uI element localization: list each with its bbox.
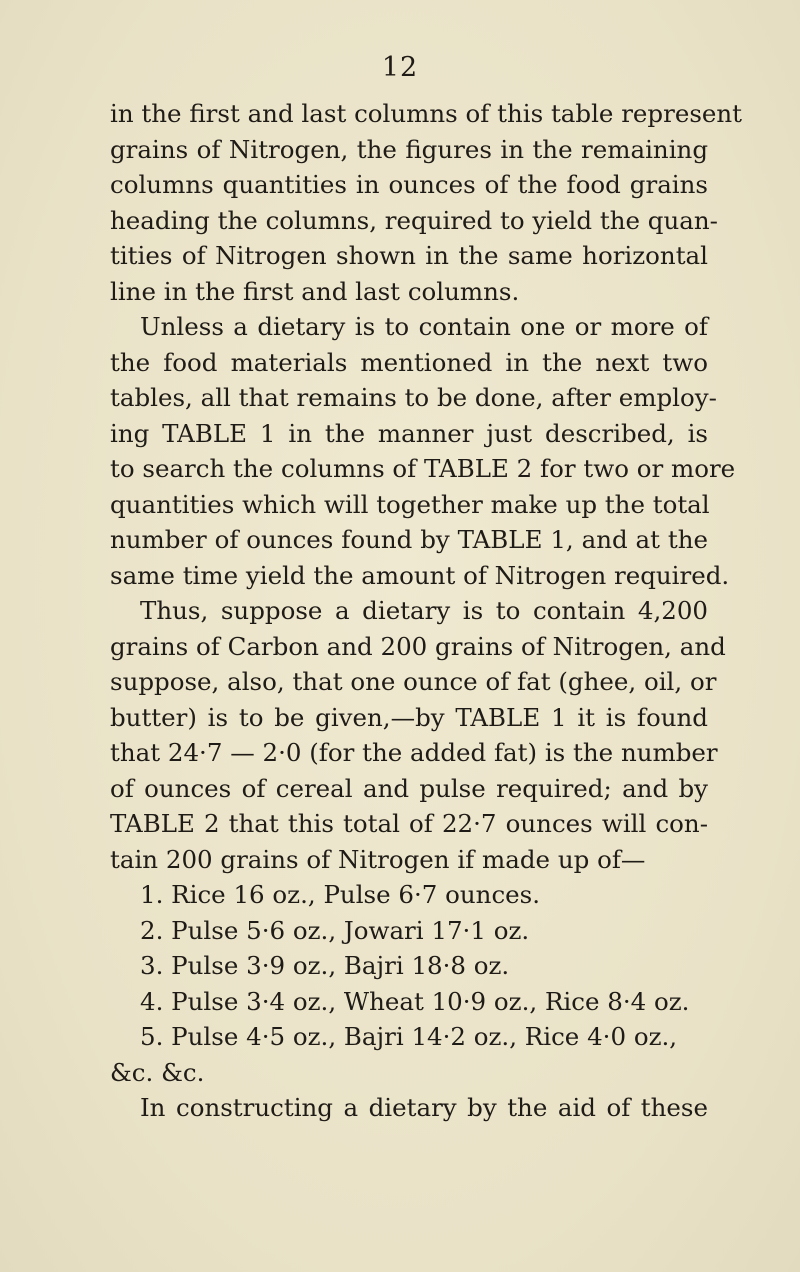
text-line: grains of Carbon and 200 grains of Nitrogen, and [110, 631, 726, 661]
text-line: &c. &c. [110, 1057, 205, 1087]
text-line: same time yield the amount of Nitrogen required. [110, 560, 730, 590]
list-item: 2. Pulse 5·6 oz., Jowari 17·1 oz. [140, 915, 530, 945]
text-line: tain 200 grains of Nitrogen if made up of— [110, 844, 646, 874]
text-line: in the first and last columns of this table represent [110, 99, 743, 128]
text-line: line in the first and last columns. [110, 276, 520, 306]
body-text [110, 96, 743, 1126]
text-line: grains of Nitrogen, the figures in the remaining [110, 134, 708, 164]
list-item: 5. Pulse 4·5 oz., Bajri 14·2 oz., Rice 4·0 oz., [140, 1022, 678, 1051]
text-line: columns quantities in ounces of the food grains [110, 170, 708, 199]
text-line: suppose, also, that one ounce of fat (ghee, oil, or [110, 667, 717, 696]
text-line: of ounces of cereal and pulse required; and by [110, 773, 708, 803]
paragraph-start-line: Unless a dietary is to contain one or more of [140, 312, 708, 341]
text-line: the food materials mentioned in the next two [110, 347, 708, 377]
text-line: to search the columns of TABLE 2 for two or more [110, 454, 736, 483]
text-line: TABLE 2 that this total of 22·7 ounces will con- [110, 809, 708, 838]
paragraph-start-line: In constructing a dietary by the aid of these [140, 1093, 708, 1122]
list-item: 1. Rice 16 oz., Pulse 6·7 ounces. [140, 880, 541, 909]
text-line: that 24·7 — 2·0 (for the added fat) is the number [110, 738, 718, 767]
text-line: tables, all that remains to be done, after employ- [110, 383, 717, 412]
page-number: 12 [381, 52, 419, 83]
text-line: butter) is to be given,—by TABLE 1 it is found [110, 702, 708, 732]
text-line: quantities which will together make up the total [110, 489, 710, 519]
list-item: 4. Pulse 3·4 oz., Wheat 10·9 oz., Rice 8·4 oz. [140, 986, 690, 1016]
paragraph-start-line: Thus, suppose a dietary is to contain 4,200 [140, 596, 708, 625]
text-line: tities of Nitrogen shown in the same horizontal [110, 241, 708, 270]
text-line: ing TABLE 1 in the manner just described, is [110, 418, 708, 448]
list-item: 3. Pulse 3·9 oz., Bajri 18·8 oz. [140, 951, 510, 980]
text-line: heading the columns, required to yield the quan- [110, 205, 718, 235]
text-line: number of ounces found by TABLE 1, and at the [110, 525, 708, 554]
